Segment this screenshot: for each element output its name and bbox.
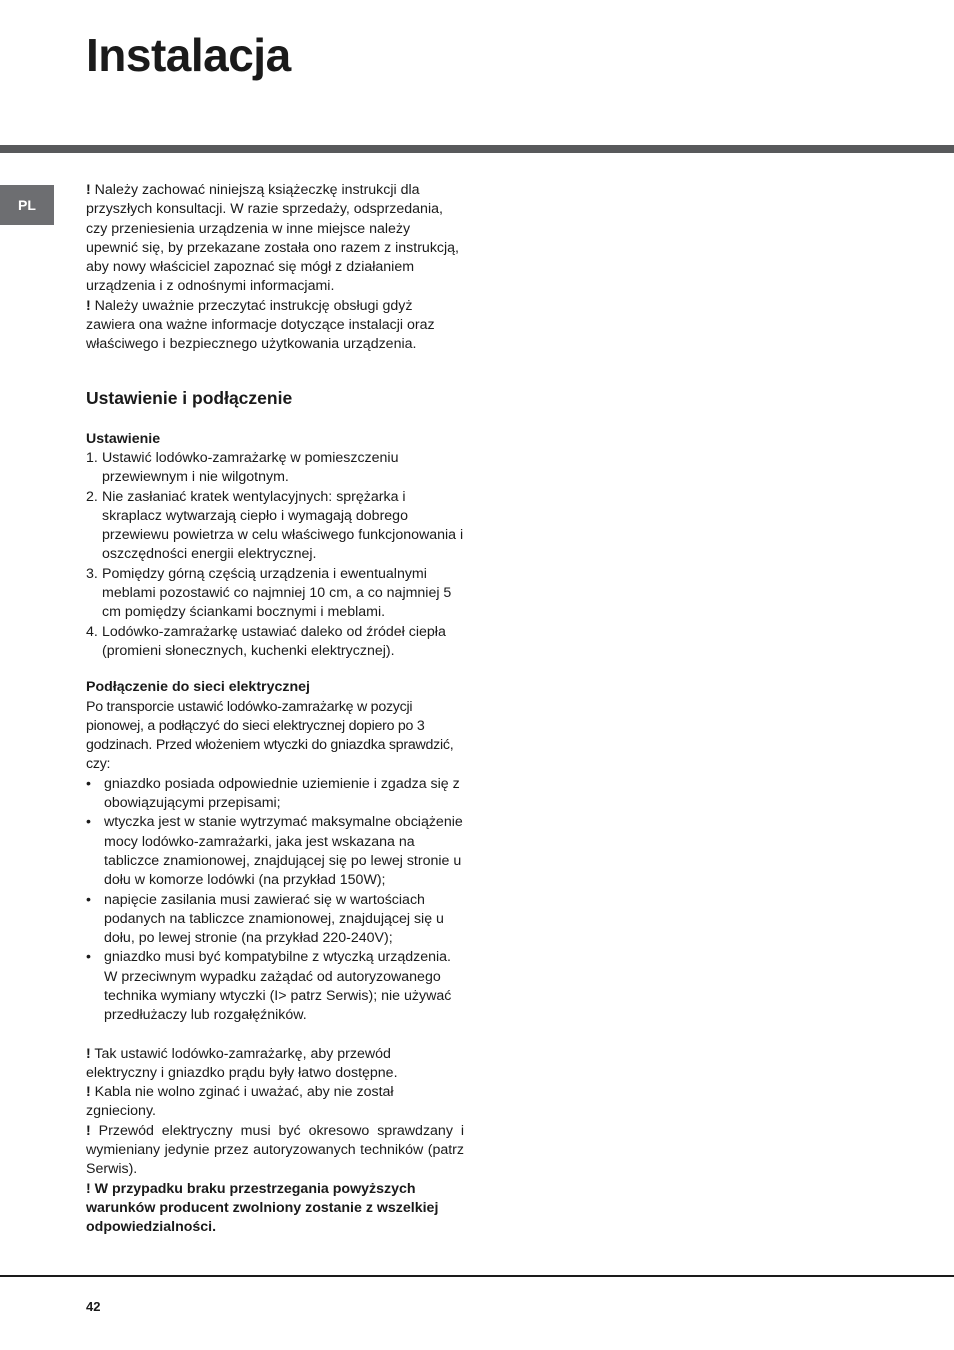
footer-divider — [0, 1275, 954, 1277]
list-item — [86, 813, 464, 890]
list-item — [86, 488, 464, 565]
intro-note-1 — [86, 181, 464, 297]
bullet-text: gniazdko posiada odpowiednie uziemienie i zgadza się z obowiązującymi przepisami; — [104, 775, 460, 812]
setup-steps-list — [86, 449, 464, 661]
list-item — [86, 449, 464, 488]
bullet-icon: • — [86, 814, 91, 831]
intro-note-text: Należy uważnie przeczytać instrukcję obsługi gdyż zawiera ona ważne informacje dotyczące instalacji oraz właściwego i bezpiecznego użytkowania urządzenia. — [86, 297, 435, 353]
list-item — [86, 565, 464, 623]
bullet-icon: • — [86, 775, 91, 792]
warning-text: Tak ustawić lodówko-zamrażarkę, aby przewód elektryczny i gniazdko prądu były łatwo dostępne. — [86, 1045, 398, 1081]
connection-checklist — [86, 775, 464, 1026]
warning-mark: ! — [86, 297, 91, 314]
intro-note-2 — [86, 297, 464, 355]
header-divider — [0, 145, 954, 153]
intro-note-text: Należy zachować niniejszą książeczkę instrukcji dla przyszłych konsultacji. W razie sprzedaży, odsprzedania, czy przeniesienia urządzenia w inne miejsce należy upewnić się, by przekazane została ono razem z instrukcją, aby nowy właściciel zapoznać się mógł z działaniem urządzenia i z odnośnymi informacjami. — [86, 182, 459, 295]
warning-text: Przewód elektryczny musi być okresowo sprawdzany i wymieniany jedynie przez autoryzowanych techników (patrz Serwis). — [86, 1122, 464, 1178]
warning-note-4 — [86, 1180, 464, 1238]
connection-intro: Po transporcie ustawić lodówko-zamrażarkę w pozycji pionowej, a podłączyć do sieci elektrycznej dopiero po 3 godzinach. Przed włożeniem wtyczki do gniazdka sprawdzić, czy: — [86, 698, 454, 773]
warning-mark: ! — [86, 1084, 91, 1101]
warning-mark: ! — [86, 1180, 91, 1197]
bullet-text: wtyczka jest w stanie wytrzymać maksymalne obciążenie mocy lodówko-zamrażarki, jaka jest wskazana na tabliczce znamionowej, znajdującej się po lewej stronie u dołu w komorze lodówki (na przykład 150W); — [104, 814, 463, 889]
bullet-text: gniazdko musi być kompatybilne z wtyczką urządzenia. W przeciwnym wypadku zażądać od autoryzowanego technika wymiany wtyczki (I> patrz Serwis); nie używać przedłużaczy lub rozgałęźników. — [104, 949, 452, 1024]
setup-heading: Ustawienie — [86, 430, 161, 447]
step-text: Pomiędzy górną częścią urządzenia i ewentualnymi meblami pozostawić co najmniej 10 cm, a co najmniej 5 cm pomiędzy ściankami bocznymi i meblami. — [102, 565, 452, 621]
step-text: Nie zasłaniać kratek wentylacyjnych: sprężarka i skraplacz wytwarzają ciepło i wymagają dobrego przewiewu powietrza w celu właściwego funkcjonowania i oszczędności energii elektrycznej. — [102, 488, 464, 563]
bullet-text: napięcie zasilania musi zawierać się w wartościach podanych na tabliczce znamionowej, znajdującej się u dołu, po lewej stronie (na przykład 220-240V); — [104, 891, 444, 947]
warning-note-2 — [86, 1083, 464, 1122]
bullet-icon: • — [86, 891, 91, 908]
warning-note-3 — [86, 1122, 464, 1180]
main-content — [86, 181, 464, 1238]
warning-note-1 — [86, 1045, 464, 1084]
language-tab: PL — [0, 185, 54, 225]
step-number: 3. — [86, 565, 98, 582]
page-number: 42 — [86, 1299, 101, 1314]
list-item — [86, 948, 464, 1025]
step-number: 1. — [86, 449, 98, 466]
list-item — [86, 623, 464, 662]
step-text: Lodówko-zamrażarkę ustawiać daleko od źródeł ciepła (promieni słonecznych, kuchenki elektrycznej). — [102, 623, 446, 659]
step-number: 2. — [86, 488, 98, 505]
warning-mark: ! — [86, 1045, 91, 1062]
warning-mark: ! — [86, 182, 91, 198]
list-item — [86, 775, 464, 814]
list-item — [86, 891, 464, 949]
warning-text: W przypadku braku przestrzegania powyższych warunków producent zwolniony zostanie z wszelkiej odpowiedzialności. — [86, 1180, 439, 1236]
page-title: Instalacja — [86, 29, 291, 81]
section-heading: Ustawienie i podłączenie — [86, 387, 293, 408]
bullet-icon: • — [86, 949, 91, 966]
connection-heading: Podłączenie do sieci elektrycznej — [86, 679, 310, 696]
step-number: 4. — [86, 623, 98, 640]
warning-text: Kabla nie wolno zginać i uważać, aby nie został zgnieciony. — [86, 1084, 394, 1120]
step-text: Ustawić lodówko-zamrażarkę w pomieszczeniu przewiewnym i nie wilgotnym. — [102, 449, 399, 486]
warning-mark: ! — [86, 1122, 91, 1139]
